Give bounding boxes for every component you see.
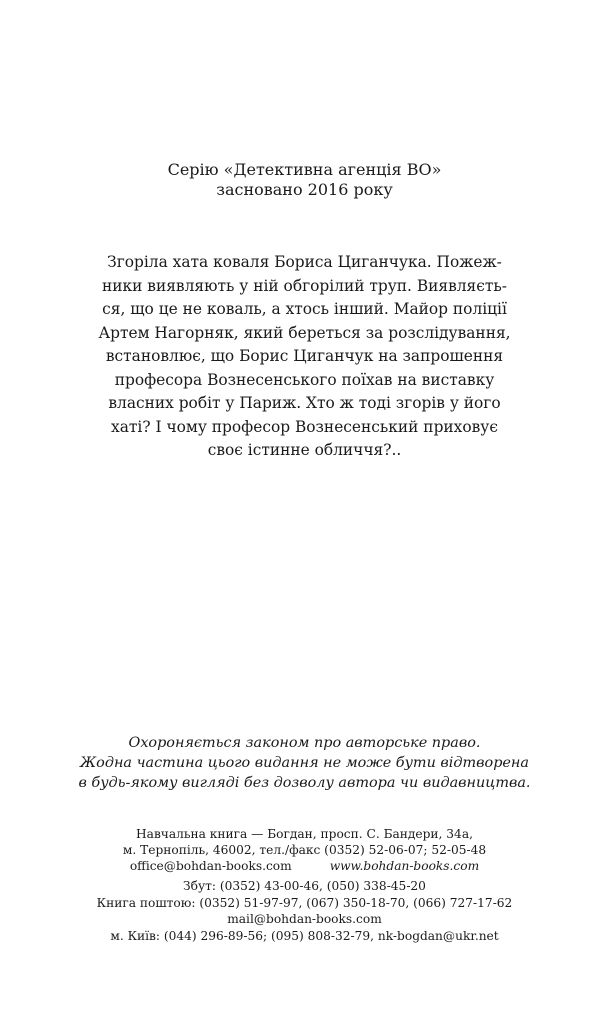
publisher-address-line: Навчальна книга — Богдан, просп. С. Бандери, 34а,: [136, 827, 473, 841]
annotation-line: хаті? І чому професор Вознесенський приховує: [111, 417, 498, 436]
annotation-line: власних робіт у Париж. Хто ж тоді згорів у його: [108, 394, 501, 412]
sales-info: [0, 878, 609, 944]
sales-line: Збут: (0352) 43-00-46, (050) 338-45-20: [183, 879, 426, 893]
publisher-email: office@bohdan-books.com: [129, 859, 292, 873]
book-annotation: [0, 251, 609, 463]
annotation-line: ся, що це не коваль, а хтось інший. Майор поліції: [102, 300, 507, 318]
publisher-phone-line: м. Тернопіль, 46002, тел./факс (0352) 52-06-07; 52-05-48: [122, 843, 487, 857]
publisher-info: [0, 826, 609, 874]
copyright-line: в будь-якому вигляді без дозволу автора чи видавництва.: [78, 775, 531, 791]
annotation-line: Згоріла хата коваля Бориса Циганчука. Пожеж-: [107, 253, 502, 271]
series-founded-line: засновано 2016 року: [216, 180, 393, 199]
annotation-line: своє істинне обличчя?..: [207, 441, 402, 459]
series-note: [0, 160, 609, 200]
mail-order-line: Книга поштою: (0352) 51-97-97, (067) 350-18-70, (066) 727-17-62: [96, 895, 513, 910]
copyright-line: Охороняється законом про авторське право.: [128, 735, 481, 751]
kyiv-contacts-line: м. Київ: (044) 296-89-56; (095) 808-32-79, nk-bogdan@ukr.net: [110, 928, 499, 943]
publisher-contacts-row: [0, 858, 609, 874]
annotation-line: встановлює, що Борис Циганчук на запрошення: [105, 347, 504, 365]
series-title-line: Серію «Детективна агенція ВО»: [167, 160, 442, 179]
publisher-website: www.bohdan-books.com: [329, 859, 480, 873]
mail-email-line: mail@bohdan-books.com: [227, 912, 382, 926]
annotation-line: ники виявляють у ній обгорілий труп. Виявляєть-: [102, 276, 507, 295]
annotation-line: професора Вознесенського поїхав на виставку: [114, 370, 495, 389]
annotation-line: Артем Нагорняк, який береться за розслідування,: [98, 323, 511, 342]
copyright-line: Жодна частина цього видання не може бути відтворена: [80, 755, 529, 771]
copyright-notice: [0, 733, 609, 793]
